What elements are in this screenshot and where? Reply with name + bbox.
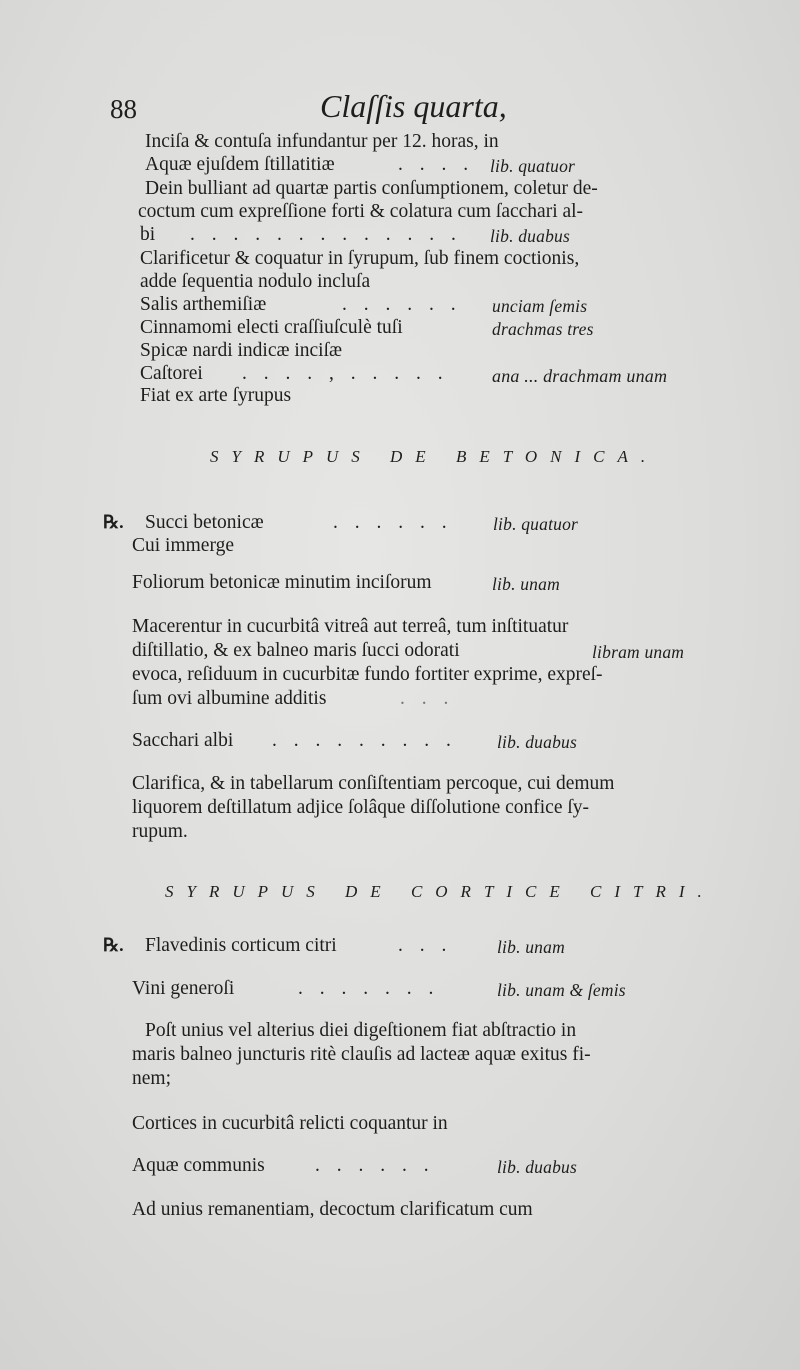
text-line: Aquæ ejuſdem ſtillatitiæ . . . . lib. quatuor: [145, 154, 576, 176]
text-line: Salis arthemiſiæ . . . . . . unciam ſemis: [140, 294, 588, 316]
text-line: coctum cum expreſſione forti & colatura cum ſacchari al-: [138, 201, 584, 222]
text-line: rupum.: [132, 821, 188, 842]
recipe-symbol: ℞.: [103, 512, 124, 532]
text-line: adde ſequentia nodulo incluſa: [140, 271, 371, 292]
text-line: Clarificetur & coquatur in ſyrupum, ſub finem coctionis,: [140, 248, 580, 269]
text-line: Clarifica, & in tabellarum conſiſtentiam percoque, cui demum: [132, 773, 615, 794]
text-line: Aquæ communis . . . . . . lib. duabus: [132, 1155, 577, 1177]
text-line: bi . . . . . . . . . . . . . lib. duabus: [140, 224, 570, 246]
text-line: nem;: [132, 1068, 171, 1089]
section-heading-betonica: SYRUPUS DE BETONICA.: [210, 447, 659, 466]
running-title: Claſſis quarta,: [320, 88, 507, 124]
text-line: Cinnamomi electi craſſiuſculè tuſi drachmas tres: [140, 317, 594, 339]
page-number: 88: [110, 94, 137, 124]
text-line: Sacchari albi . . . . . . . . . lib. duabus: [132, 730, 577, 752]
text-line: Fiat ex arte ſyrupus: [140, 385, 292, 406]
section-heading-cortice-citri: SYRUPUS DE CORTICE CITRI.: [165, 882, 715, 901]
text-line: Inciſa & contuſa infundantur per 12. horas, in: [145, 131, 499, 152]
text-line: Ad unius remanentiam, decoctum clarificatum cum: [132, 1199, 533, 1220]
page-header: [110, 88, 670, 132]
text-line: Spicæ nardi indicæ inciſæ: [140, 340, 343, 361]
text-line: liquorem deſtillatum adjice ſolâque diſſolutione confice ſy-: [132, 797, 590, 818]
text-line: evoca, reſiduum in cucurbitæ fundo fortiter exprime, expreſ-: [132, 664, 603, 685]
text-line: Macerentur in cucurbitâ vitreâ aut terreâ, tum inſtituatur: [132, 616, 569, 637]
text-line: ℞. Flavedinis corticum citri . . . lib. unam: [103, 935, 565, 957]
text-line: Vini generoſi . . . . . . . lib. unam & ſemis: [132, 978, 626, 1000]
text-line: Poſt unius vel alterius diei digeſtionem fiat abſtractio in: [145, 1020, 577, 1041]
text-line: Caſtorei . . . . , . . . . . ana ... drachmam unam: [140, 363, 668, 386]
text-line: maris balneo juncturis ritè clauſis ad lacteæ aquæ exitus fi-: [132, 1044, 591, 1065]
text-line: ſum ovi albumine additis . . .: [132, 688, 455, 709]
text-line: Dein bulliant ad quartæ partis conſumptionem, coletur de-: [145, 178, 598, 199]
text-line: ℞. Succi betonicæ . . . . . . lib. quatuor: [103, 512, 579, 534]
text-line: Cui immerge: [132, 535, 235, 556]
recipe-symbol: ℞.: [103, 935, 124, 955]
text-line: Foliorum betonicæ minutim inciſorum lib. unam: [132, 572, 560, 594]
text-line: diſtillatio, & ex balneo maris ſucci odorati libram unam: [132, 640, 685, 662]
text-line: Cortices in cucurbitâ relicti coquantur in: [132, 1113, 448, 1134]
